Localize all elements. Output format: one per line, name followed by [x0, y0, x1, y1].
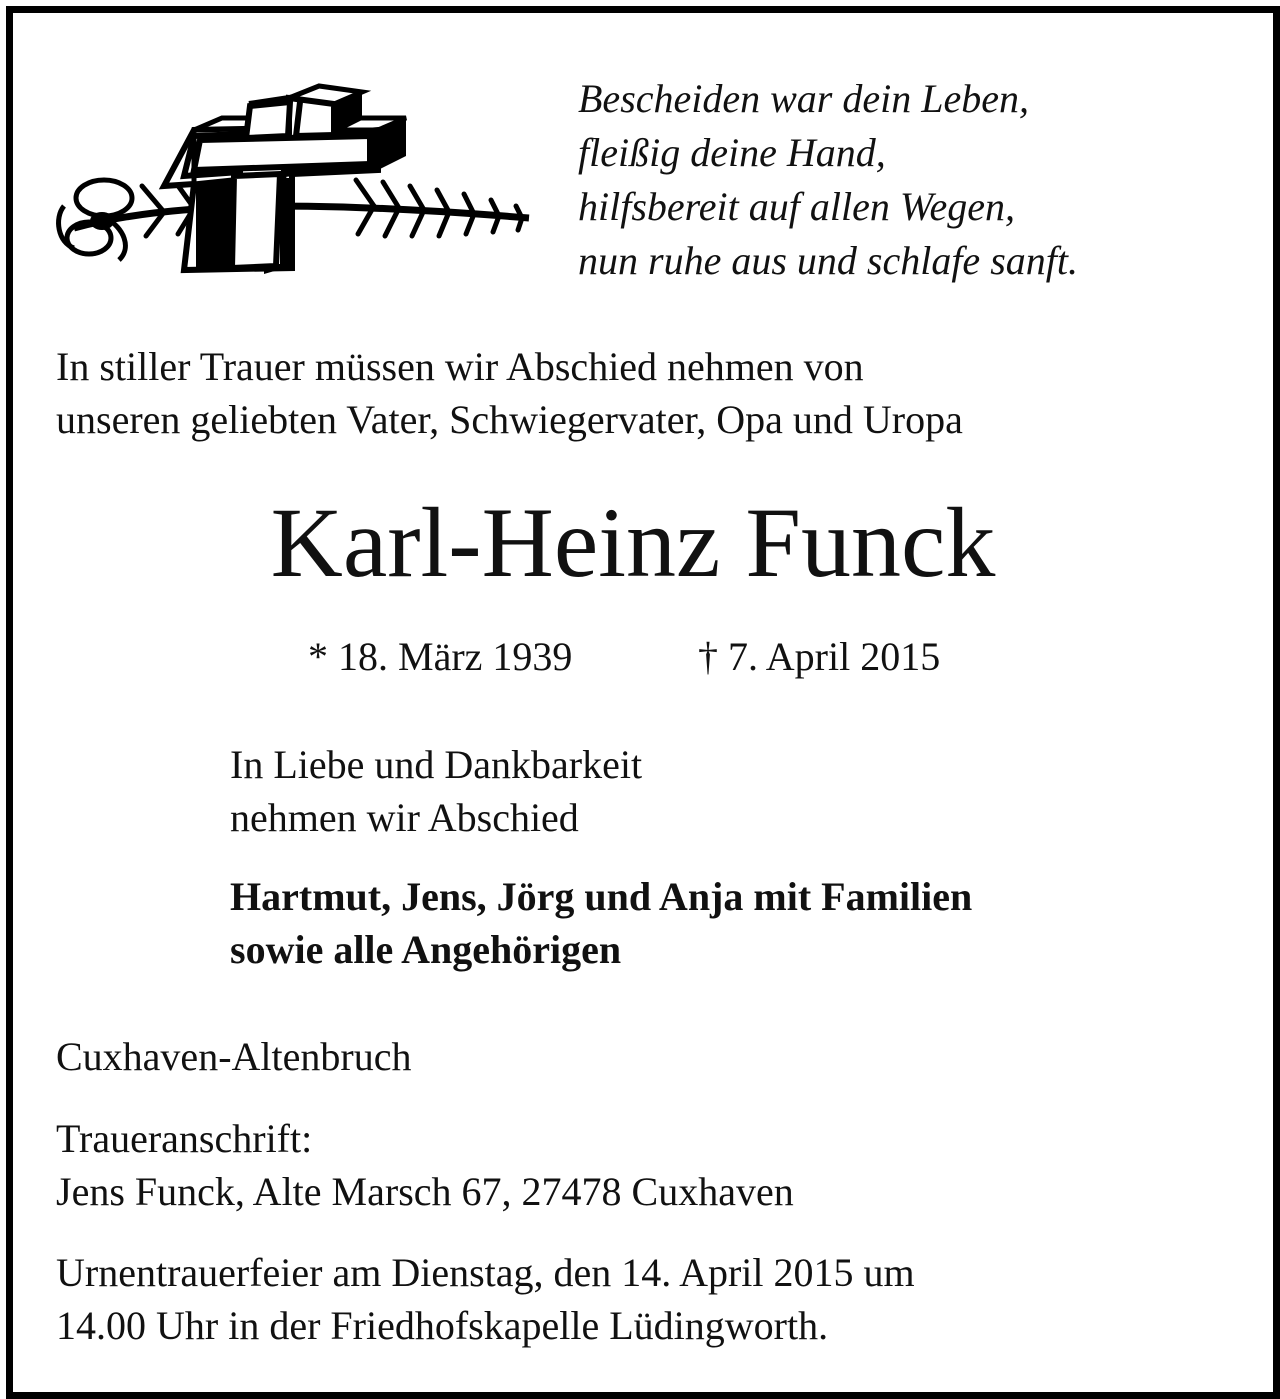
verse-line: fleißig deine Hand,: [578, 130, 886, 175]
cross-with-palm-branch-icon: [44, 78, 544, 278]
verse-line: hilfsbereit auf allen Wegen,: [578, 184, 1015, 229]
birth-date: * 18. März 1939: [308, 634, 573, 679]
place: Cuxhaven-Altenbruch: [56, 1034, 412, 1079]
intro-line: unseren geliebten Vater, Schwiegervater, Opa und Uropa: [56, 397, 963, 442]
mourning-address: [56, 1112, 794, 1218]
address-label: Traueranschrift:: [56, 1116, 313, 1161]
family-line: sowie alle Angehörigen: [230, 927, 622, 972]
ceremony-line: 14.00 Uhr in der Friedhofskapelle Lüdingworth.: [56, 1303, 829, 1348]
ceremony-info: [56, 1246, 915, 1352]
deceased-name: Karl-Heinz Funck: [270, 487, 996, 598]
farewell-text: [230, 738, 642, 844]
farewell-line: nehmen wir Abschied: [230, 795, 579, 840]
family-line: Hartmut, Jens, Jörg und Anja mit Familien: [230, 874, 973, 919]
intro-text: [56, 340, 963, 446]
verse-line: nun ruhe aus und schlafe sanft.: [578, 238, 1078, 283]
verse-line: Bescheiden war dein Leben,: [578, 76, 1029, 121]
intro-line: In stiller Trauer müssen wir Abschied nehmen von: [56, 344, 864, 389]
address-value: Jens Funck, Alte Marsch 67, 27478 Cuxhaven: [56, 1169, 794, 1214]
death-date: † 7. April 2015: [698, 634, 941, 679]
ceremony-line: Urnentrauerfeier am Dienstag, den 14. April 2015 um: [56, 1250, 915, 1295]
verse: [578, 72, 1078, 288]
family-signatures: [230, 870, 972, 976]
farewell-line: In Liebe und Dankbarkeit: [230, 742, 643, 787]
